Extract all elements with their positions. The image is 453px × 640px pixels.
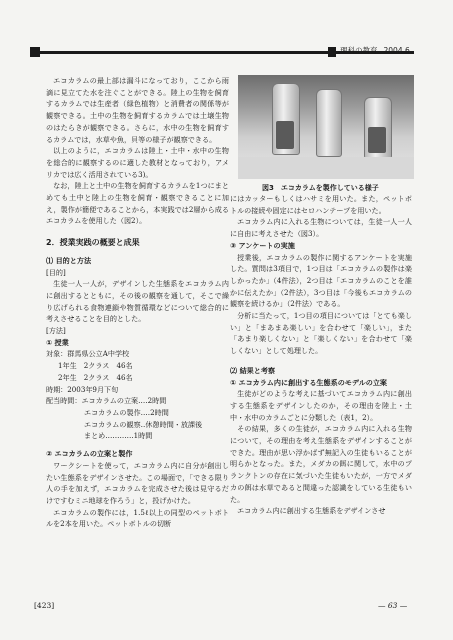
bottle-water [368, 127, 386, 153]
table-surface [238, 157, 414, 179]
bottle-center [316, 89, 342, 157]
item-heading: ① エコカラム内に創出する生態系のモデルの立案 [230, 377, 388, 387]
paragraph: 以上のように，エコカラムは陸上・土中・水中の生物を総合的に観察するのに適した教材となっており，アメリカでは広く活用されている3)。 [46, 146, 229, 179]
detail-line: エコカラムの製作‥‥2時間 [84, 407, 169, 417]
paragraph: エコカラム内に創出する生態系をデザインさせ [237, 506, 386, 516]
item-heading: ② エコカラムの立案と製作 [46, 449, 133, 459]
item-heading: ① 授業 [46, 337, 69, 347]
detail-line: 配当時間：エコカラムの立案‥‥2時間 [46, 396, 167, 406]
spacer [230, 357, 412, 365]
detail-line: 2年生 2クラス 46名 [58, 372, 133, 382]
paragraph: その結果，多くの生徒が，エコカラム内に入れる生物について，その理由を考え生態系をデザインすることができた。理由が思い浮かばず無記入の生徒もいることが明らかとなった。また，メダカの餌に関して，水中のプランクトンの存在に気づいた生徒もいたが，一方でメダカの餌は水草であると間違った認識をしている生徒もいた。 [230, 424, 412, 504]
footer-page-code: [423] [34, 601, 55, 610]
detail-line: 時期：2003年9月下旬 [46, 384, 119, 394]
detail-line: まとめ‥‥‥‥‥‥1時間 [84, 431, 153, 441]
running-header [340, 45, 416, 56]
paragraph: なお，陸上と土中の生物を飼育するカラムを1つにまとめても土中と陸上の生物を飼育・観察できることに加え，製作が簡便であることから，本実践では2層から成るエコカラムを使用した（図2）。 [46, 181, 229, 226]
issue-date: 2004.6 [383, 46, 410, 55]
subsection-heading: ⑵ 結果と考察 [230, 365, 276, 375]
right-column [230, 193, 412, 517]
paragraph: 授業後，エコカラムの製作に関するアンケートを実施した。質問は3項目で，1つ目は「エコカラムの製作は楽しかったか」（4件法），2つ目は「エコカラムのことを誰かに伝えたか」（2件法），3つ目は「今後もエコカラムの観察を続けるか」（2件法）である。 [230, 252, 412, 309]
paragraph: エコカラムの製作には，1.5ℓ以上の同型のペットボトルを2本を用いた。ペットボトルの切断 [46, 507, 229, 529]
item-heading: ③ アンケートの実施 [230, 240, 295, 250]
bottle-water [276, 121, 294, 149]
footer-page-number: — 63 — [378, 601, 408, 610]
left-column [46, 75, 229, 530]
paragraph: にはカッターもしくはハサミを用いた。また，ペットボトルの接続や固定にはセロハンテープを用いた。 [230, 194, 412, 215]
paragraph: 生徒がどのような考えに基づいてエコカラム内に創出する生態系をデザインしたのか，その理由を陸上・土中・水中のカラムごとに分類した（表1，2）。 [230, 389, 412, 422]
section-heading: 2．授業実践の概要と成果 [46, 238, 140, 248]
journal-name: 理科の教育 [340, 46, 378, 55]
figure-photo [238, 75, 414, 179]
header-small-marker [328, 47, 336, 57]
paragraph: 分析に当たって，1つ目の項目については「とても楽しい」と「まあまあ楽しい」を合わせて「楽しい」，また「あまり楽しくない」と「楽しくない」を合わせて「楽しくない」として処理した。 [230, 311, 412, 356]
paragraph: エコカラム内に入れる生物については，生徒一人一人に自由に考えさせた（図3）。 [230, 217, 412, 239]
label-method: [方法] [46, 326, 66, 336]
paragraph: 生徒一人一人が，デザインした生態系をエコカラム内に創出するとともに，その後の観察を通して，そこで繰り広げられる食物連鎖や物質循環などについて総合的に考えさせることを目的とした。 [46, 279, 229, 324]
figure-caption: 図3 エコカラムを製作している様子 [262, 184, 379, 192]
detail-line: 1年生 2クラス 46名 [58, 361, 133, 371]
detail-line: エコカラムの観察‥休憩時間・放課後 [84, 419, 203, 429]
subsection-heading: ⑴ 目的と方法 [46, 255, 92, 265]
label-purpose: [目的] [46, 267, 66, 277]
paragraph: エコカラムの最上部は漏斗になっており，ここから雨滴に見立てた水を注ぐことができる。陸上の生物を飼育するカラムでは生産者（緑色植物）と消費者の関係等が観察できる。土中の生物を飼育するカラムでは土壌生物のはたらきが観察できる。さらに，水中の生物を飼育するカラムでは，水草や魚，貝等の様子が観察できる。 [46, 76, 229, 144]
paragraph: ワークシートを使って，エコカラム内に自分が創出したい生態系をデザインさせた。この場面で，「できる限り人の手を加えず，エコカラムを完成させた後は見守るだけですむミニ地球を作ろう」と，投げかけた。 [46, 460, 229, 505]
detail-line: 対象：群馬県公立A中学校 [46, 349, 130, 359]
